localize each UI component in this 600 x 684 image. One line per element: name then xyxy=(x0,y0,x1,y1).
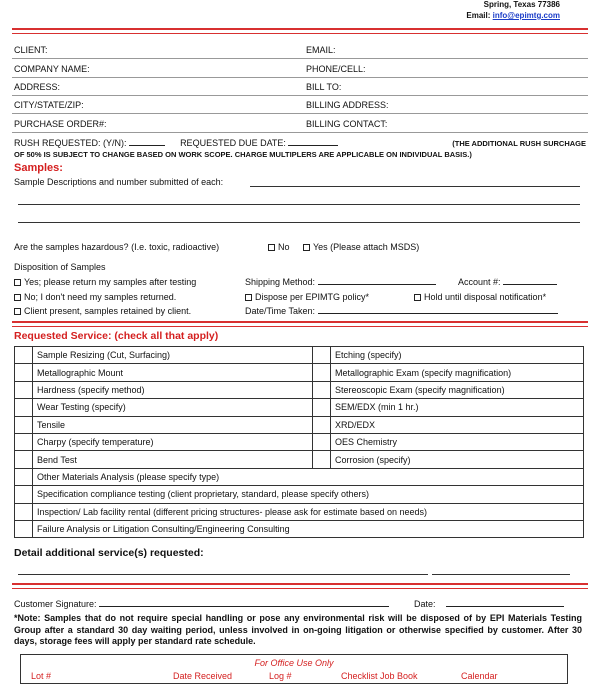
client-field-label-0: CLIENT: xyxy=(14,45,48,55)
company-city: Spring, Texas 77386 xyxy=(483,0,560,9)
service-row xyxy=(15,451,584,468)
service-checkbox[interactable] xyxy=(15,451,33,468)
disposition-option-client-present[interactable] xyxy=(14,306,191,316)
sample-description-line-2[interactable] xyxy=(18,204,580,205)
client-field-line-1[interactable] xyxy=(12,77,588,78)
service-checkbox[interactable] xyxy=(313,416,331,433)
service-checkbox[interactable] xyxy=(15,486,33,503)
client-field-label-2: ADDRESS: xyxy=(14,82,61,92)
divider-services-1 xyxy=(12,321,588,323)
service-label: OES Chemistry xyxy=(331,433,584,450)
hold-label: Hold until disposal notification* xyxy=(424,292,547,302)
company-email-link[interactable]: info@epimtg.com xyxy=(492,11,560,20)
services-table xyxy=(14,346,584,538)
sample-description-line-1[interactable] xyxy=(250,186,580,187)
signature-date-row xyxy=(414,599,564,609)
service-label: Corrosion (specify) xyxy=(331,451,584,468)
divider-top xyxy=(12,28,588,30)
disposition-title: Disposition of Samples xyxy=(14,262,106,272)
service-label: Charpy (specify temperature) xyxy=(33,433,313,450)
account-input[interactable] xyxy=(503,284,557,285)
shipping-input[interactable] xyxy=(318,284,436,285)
datetime-input[interactable] xyxy=(318,313,558,314)
service-checkbox[interactable] xyxy=(15,503,33,520)
office-column-label: Calendar xyxy=(461,671,498,681)
service-label: XRD/EDX xyxy=(331,416,584,433)
divider-signature-2 xyxy=(12,588,588,589)
hold-checkbox[interactable] xyxy=(414,294,421,301)
service-checkbox[interactable] xyxy=(15,347,33,364)
service-checkbox[interactable] xyxy=(15,381,33,398)
disposition-return-label: Yes; please return my samples after testing xyxy=(24,277,197,287)
service-label: Metallographic Exam (specify magnification) xyxy=(331,364,584,381)
client-field-line-4[interactable] xyxy=(12,132,588,133)
service-row xyxy=(15,503,584,520)
service-row xyxy=(15,520,584,537)
disposal-note: *Note: Samples that do not require special handling or pose any environmental risk will be disposed of by EPI Materials Testing Group after a standard 30 day waiting period, unless involved in on-going litigation or otherwise specified by customer. After 30 days, storage fees will apply per standard rate schedule. xyxy=(14,613,582,646)
service-checkbox[interactable] xyxy=(15,433,33,450)
detail-line-2[interactable] xyxy=(432,574,570,575)
hazard-no-label: No xyxy=(278,242,290,252)
disposition-client-present-checkbox[interactable] xyxy=(14,308,21,315)
sample-description-label: Sample Descriptions and number submitted of each: xyxy=(14,177,224,187)
divider-signature-1 xyxy=(12,583,588,585)
service-checkbox[interactable] xyxy=(313,381,331,398)
rush-label: RUSH REQUESTED: (Y/N): xyxy=(14,138,127,148)
hazard-yes-option[interactable] xyxy=(303,242,419,252)
shipping-row xyxy=(245,277,436,287)
service-checkbox[interactable] xyxy=(15,468,33,485)
detail-line-1[interactable] xyxy=(18,574,428,575)
hazard-no-checkbox[interactable] xyxy=(268,244,275,251)
datetime-row xyxy=(245,306,558,316)
service-row xyxy=(15,364,584,381)
samples-title: Samples: xyxy=(14,162,63,174)
dispose-option[interactable] xyxy=(245,292,369,302)
client-field-label-1: COMPANY NAME: xyxy=(14,64,90,74)
office-use-title: For Office Use Only xyxy=(254,658,334,668)
service-checkbox[interactable] xyxy=(15,520,33,537)
email-header-label: Email: xyxy=(466,11,491,20)
due-date-input[interactable] xyxy=(288,145,338,146)
account-label: Account #: xyxy=(458,277,501,287)
office-column-label: Date Received xyxy=(173,671,233,681)
office-column-label: Log # xyxy=(269,671,292,681)
client-field-right-label-4: BILLING CONTACT: xyxy=(306,119,388,129)
service-checkbox[interactable] xyxy=(313,433,331,450)
requested-service-title: Requested Service: (check all that apply) xyxy=(14,330,219,342)
rush-input[interactable] xyxy=(129,145,165,146)
service-label: Hardness (specify method) xyxy=(33,381,313,398)
service-label: Sample Resizing (Cut, Surfacing) xyxy=(33,347,313,364)
dispose-label: Dispose per EPIMTG policy* xyxy=(255,292,370,302)
sample-description-line-3[interactable] xyxy=(18,222,580,223)
client-field-line-3[interactable] xyxy=(12,113,588,114)
service-checkbox[interactable] xyxy=(313,399,331,416)
disposition-client-present-label: Client present, samples retained by client. xyxy=(24,306,192,316)
hazard-no-option[interactable] xyxy=(268,242,290,252)
client-field-right-label-3: BILLING ADDRESS: xyxy=(306,100,389,110)
rush-note-line2: OF 50% IS SUBJECT TO CHANGE BASED ON WORK SCOPE. CHARGE MULTIPLERS ARE APPLICABLE ON INDIVIDUAL BASIS.) xyxy=(14,150,472,159)
service-checkbox[interactable] xyxy=(313,451,331,468)
divider-services-2 xyxy=(12,326,588,327)
hold-option[interactable] xyxy=(414,292,546,302)
service-label: Failure Analysis or Litigation Consulting/Engineering Consulting xyxy=(33,520,584,537)
service-row xyxy=(15,433,584,450)
service-row xyxy=(15,416,584,433)
signature-input[interactable] xyxy=(99,606,389,607)
service-label: SEM/EDX (min 1 hr.) xyxy=(331,399,584,416)
service-label: Etching (specify) xyxy=(331,347,584,364)
client-field-right-label-0: EMAIL: xyxy=(306,45,336,55)
service-label: Stereoscopic Exam (specify magnification) xyxy=(331,381,584,398)
signature-row xyxy=(14,599,389,609)
sample-description-row xyxy=(14,177,223,187)
client-field-label-3: CITY/STATE/ZIP: xyxy=(14,100,84,110)
hazard-yes-checkbox[interactable] xyxy=(303,244,310,251)
service-label: Tensile xyxy=(33,416,313,433)
shipping-label: Shipping Method: xyxy=(245,277,316,287)
client-field-line-0[interactable] xyxy=(12,58,588,59)
client-field-label-4: PURCHASE ORDER#: xyxy=(14,119,107,129)
rush-row xyxy=(14,138,338,148)
service-row xyxy=(15,486,584,503)
service-label: Specification compliance testing (client proprietary, standard, please specify others) xyxy=(33,486,584,503)
office-column-label: Lot # xyxy=(31,671,52,681)
service-checkbox[interactable] xyxy=(313,347,331,364)
service-checkbox[interactable] xyxy=(15,364,33,381)
account-row xyxy=(458,277,557,287)
disposition-no-return-label: No; I don't need my samples returned. xyxy=(24,292,177,302)
service-row xyxy=(15,347,584,364)
company-email xyxy=(466,10,560,21)
office-column-label: Checklist Job Book xyxy=(341,671,418,681)
service-checkbox[interactable] xyxy=(313,364,331,381)
client-field-line-2[interactable] xyxy=(12,95,588,96)
service-label: Bend Test xyxy=(33,451,313,468)
service-label: Inspection/ Lab facility rental (different pricing structures- please ask for estimate based on needs) xyxy=(33,503,584,520)
service-label: Metallographic Mount xyxy=(33,364,313,381)
service-label: Other Materials Analysis (please specify type) xyxy=(33,468,584,485)
rush-note-line1: (THE ADDITIONAL RUSH SURCHAGE xyxy=(452,139,586,148)
client-field-right-label-2: BILL TO: xyxy=(306,82,342,92)
detail-title: Detail additional service(s) requested: xyxy=(14,547,204,559)
dispose-checkbox[interactable] xyxy=(245,294,252,301)
datetime-label: Date/Time Taken: xyxy=(245,306,316,316)
signature-label: Customer Signature: xyxy=(14,599,97,609)
hazard-yes-label: Yes (Please attach MSDS) xyxy=(313,242,420,252)
disposition-option-return[interactable] xyxy=(14,277,196,287)
client-field-right-label-1: PHONE/CELL: xyxy=(306,64,366,74)
hazard-question: Are the samples hazardous? (I.e. toxic, radioactive) xyxy=(14,242,220,252)
service-row xyxy=(15,381,584,398)
signature-date-input[interactable] xyxy=(446,606,564,607)
disposition-return-checkbox[interactable] xyxy=(14,279,21,286)
service-label: Wear Testing (specify) xyxy=(33,399,313,416)
due-date-label: REQUESTED DUE DATE: xyxy=(180,138,286,148)
disposition-no-return-checkbox[interactable] xyxy=(14,294,21,301)
office-use-box xyxy=(20,654,568,684)
service-row xyxy=(15,399,584,416)
disposition-option-no-return[interactable] xyxy=(14,292,176,302)
service-row xyxy=(15,468,584,485)
service-checkbox[interactable] xyxy=(15,399,33,416)
divider-top-thin xyxy=(12,33,588,34)
signature-date-label: Date: xyxy=(414,599,436,609)
service-checkbox[interactable] xyxy=(15,416,33,433)
